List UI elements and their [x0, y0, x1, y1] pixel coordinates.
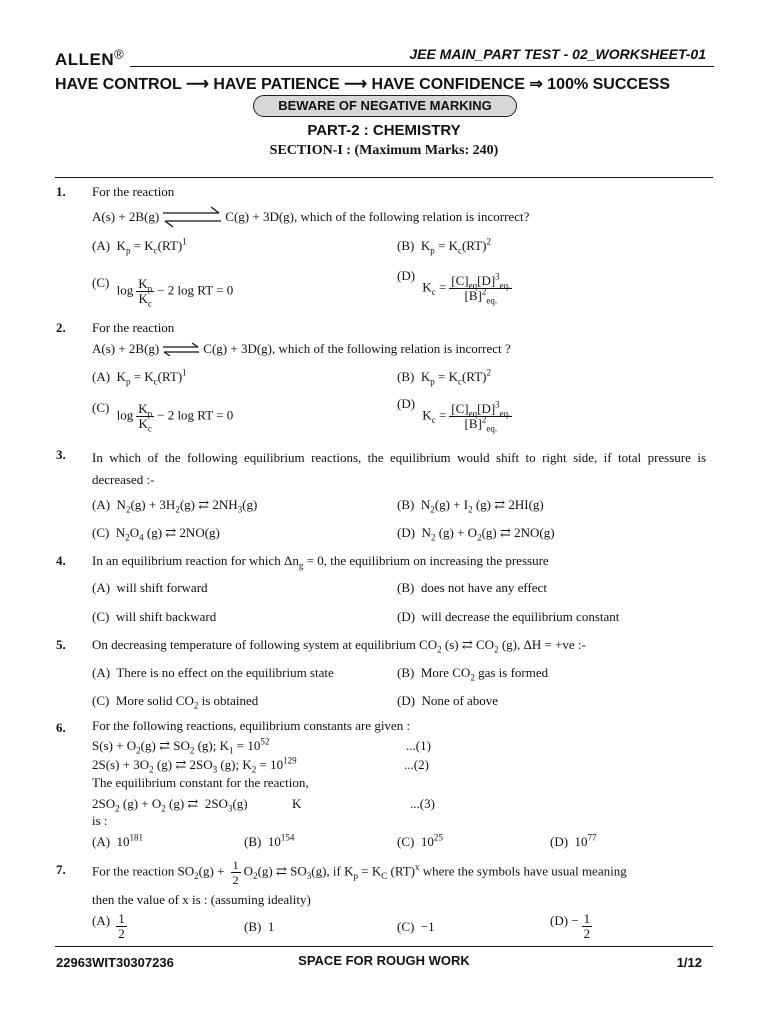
- option-d[interactable]: (D) will decrease the equilibrium constant: [397, 609, 620, 624]
- option-a[interactable]: (A) $\frac{1}{2}$: [92, 911, 125, 941]
- question-number: 4.: [56, 553, 66, 568]
- reaction-1: $S(s) + O_2(g)$ ⇄ $SO_2$ (g); $K_1 = 10^{52}$: [92, 736, 270, 756]
- question-stem: In which of the following equilibrium reactions, the equilibrium would shift to right side, if total pressure is decreased :-: [92, 450, 706, 487]
- option-c[interactable]: (C) log $\frac{K_p}{K_c}$ − 2 log RT = 0: [92, 275, 234, 309]
- question-stem: For the reaction $SO_2(g)$ + $\frac{1}{2}$ $O_2(g)$ ⇄ $SO_3(g)$, if $K_p = K_C$ (RT)$^x$ where the symbols have usual meaning: [92, 858, 627, 887]
- question-number: 6.: [56, 720, 66, 735]
- option-d[interactable]: (D) $N_2$ $(g) + O_2(g)$ ⇄ 2NO(g): [397, 525, 555, 543]
- option-c[interactable]: (C) $N_2O_4$ (g) ⇄ 2NO(g): [92, 525, 220, 543]
- question-number: 5.: [56, 637, 66, 652]
- question-stem: For the reaction: [92, 320, 175, 335]
- option-b[interactable]: (B) does not have any effect: [397, 580, 547, 595]
- question-stem: is :: [92, 813, 108, 828]
- question-stem: On decreasing temperature of following system at equilibrium $CO_2$ (s) ⇄ $CO_2$ (g), ΔH = +ve :-: [92, 637, 586, 655]
- option-d[interactable]: (D) $K_c$ = $\frac{[C]_{eq}[D]^3_{eq.}}{[B]^2_{eq.}}$: [397, 396, 511, 434]
- option-b[interactable]: (B) More $CO_2$ gas is formed: [397, 665, 549, 683]
- question-stem: For the reaction: [92, 184, 175, 199]
- test-title: JEE MAIN_PART TEST - 02_WORKSHEET-01: [409, 46, 706, 62]
- option-c[interactable]: (C) will shift backward: [92, 609, 217, 624]
- question-number: 2.: [56, 320, 66, 335]
- option-b[interactable]: (B) $N_2(g) + I_2$ (g) ⇄ 2HI(g): [397, 497, 544, 515]
- rough-work-label: SPACE FOR ROUGH WORK: [298, 953, 470, 968]
- equilibrium-arrow-icon: [161, 342, 201, 356]
- section-title: SECTION-I : (Maximum Marks: 240): [269, 143, 499, 158]
- long-arrow-icon: ⟶: [185, 76, 209, 93]
- reaction-2: $2S(s) + 3O_2$ (g) ⇄ $2SO_3$ (g); $K_2 = 10^{129}$: [92, 755, 297, 775]
- header-rule: [130, 66, 714, 67]
- question-reaction: A(s) + 2B(g) C(g) + 3D(g), which of the following relation is incorrect ?: [92, 341, 511, 356]
- reaction-tag: ...(1): [406, 738, 431, 753]
- option-c[interactable]: (C) $10^{25}$: [397, 832, 443, 849]
- option-b[interactable]: (B) $10^{154}$: [244, 832, 295, 849]
- option-d[interactable]: (D) None of above: [397, 693, 499, 708]
- option-b[interactable]: (B) $K_p = K_c(RT)^2$: [397, 236, 491, 256]
- long-arrow-icon: ⟶: [344, 76, 367, 93]
- option-a[interactable]: (A) $10^{181}$: [92, 832, 144, 849]
- motto: HAVE CONTROL ⟶ HAVE PATIENCE ⟶ HAVE CONFIDENCE ⇒ 100% SUCCESS: [55, 76, 670, 93]
- option-b[interactable]: (B) 1: [244, 919, 275, 934]
- reaction-tag: ...(2): [404, 757, 429, 772]
- option-a[interactable]: (A) $K_p = K_c(RT)^1$: [92, 236, 187, 256]
- option-c[interactable]: (C) log $\frac{K_p}{K_c}$ − 2 log RT = 0: [92, 400, 234, 434]
- option-c[interactable]: (C) −1: [397, 919, 435, 934]
- footer-rule: [55, 946, 713, 947]
- option-c[interactable]: (C) More solid $CO_2$ is obtained: [92, 693, 259, 711]
- question-reaction: A(s) + 2B(g) C(g) + 3D(g), which of the following relation is incorrect?: [92, 205, 706, 229]
- paper-code: 22963WIT30307236: [56, 955, 174, 970]
- option-d[interactable]: (D) − $\frac{1}{2}$: [550, 911, 591, 941]
- option-d[interactable]: (D) $10^{77}$: [550, 832, 597, 849]
- question-stem: In an equilibrium reaction for which $\Delta n_g = 0$, the equilibrium on increasing the pressure: [92, 553, 549, 571]
- question-stem: For the following reactions, equilibrium constants are given :: [92, 718, 411, 733]
- option-b[interactable]: (B) $K_p = K_c(RT)^2$: [397, 367, 491, 387]
- brand-logo: ALLEN®: [55, 46, 125, 69]
- divider: [55, 177, 713, 178]
- option-a[interactable]: (A) $K_p = K_c(RT)^1$: [92, 367, 187, 387]
- option-a[interactable]: (A) will shift forward: [92, 580, 208, 595]
- constant-k: K: [292, 796, 302, 811]
- reaction-tag: ...(3): [410, 796, 435, 811]
- option-a[interactable]: (A) There is no effect on the equilibrium state: [92, 665, 334, 680]
- question-number: 3.: [56, 447, 66, 462]
- question-stem: The equilibrium constant for the reaction,: [92, 775, 309, 790]
- question-stem: then the value of x is : (assuming ideality): [92, 892, 311, 907]
- part-title: PART-2 : CHEMISTRY: [307, 122, 461, 139]
- page-number: 1/12: [676, 955, 702, 970]
- negative-marking-banner: BEWARE OF NEGATIVE MARKING: [253, 95, 517, 117]
- question-number: 1.: [56, 184, 66, 199]
- implies-arrow-icon: ⇒: [529, 76, 543, 93]
- option-d[interactable]: (D) $K_c$ = $\frac{[C]_{eq}[D]^3_{eq.}}{[B]^2_{eq.}}$: [397, 268, 511, 306]
- question-number: 7.: [56, 862, 66, 877]
- option-a[interactable]: (A) $N_2(g) + 3H_2(g)$ ⇄ $2NH_3(g)$: [92, 497, 258, 515]
- reaction-3: $2SO_2$ $(g) + O_2$ (g) ⇄ $2SO_3(g)$: [92, 796, 248, 814]
- equilibrium-arrow-icon: [161, 205, 223, 229]
